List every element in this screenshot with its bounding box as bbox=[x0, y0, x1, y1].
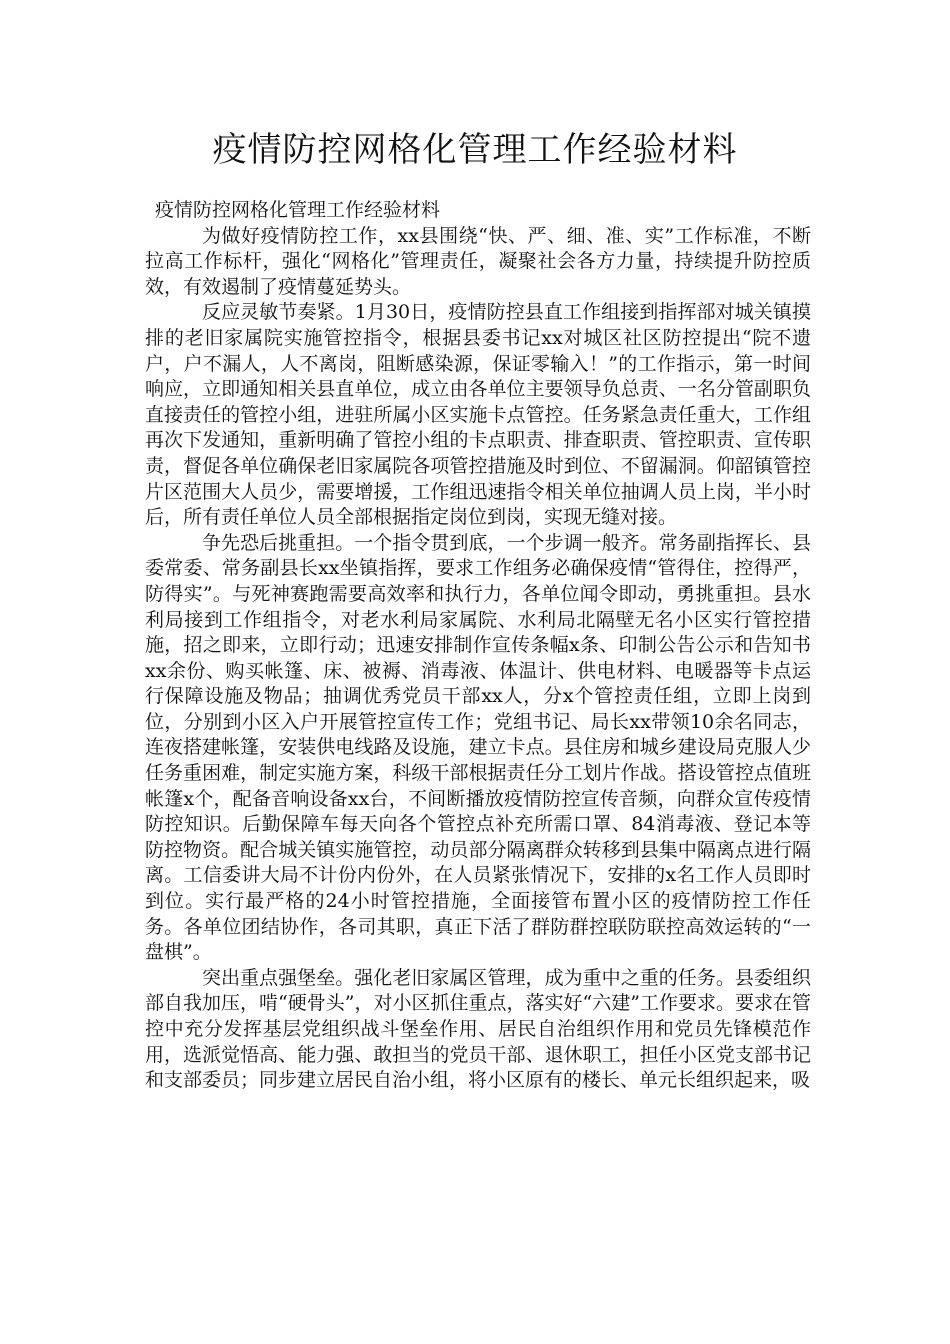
paragraph-intro: 为做好疫情防控工作，xx县围绕“快、严、细、准、实”工作标准，不断拉高工作标杆，强化“网格化”管理责任，凝聚社会各方力量，持续提升防控质效，有效遏制了疫情蔓延势头。 bbox=[145, 224, 811, 298]
document-subtitle: 疫情防控网格化管理工作经验材料 bbox=[155, 199, 441, 221]
paragraph-responsibility: 争先恐后挑重担。一个指令贯到底，一个步调一般齐。常务副指挥长、县委常委、常务副县长xx坐镇指挥，要求工作组务必确保疫情“管得住，控得严，防得实”。与死神赛跑需要高效率和执行力，各单位闻令即动，勇挑重担。县水利局接到工作组指令，对老水利局家属院、水利局北隔壁无名小区实行管控措施，招之即来，立即行动；迅速安排制作宣传条幅x条、印制公告公示和告知书xx余份、购买帐篷、床、被褥、消毒液、体温计、供电材料、电暖器等卡点运行保障设施及物品；抽调优秀党员干部xx人，分x个管控责任组，立即上岗到位，分别到小区入户开展管控宣传工作；党组书记、局长xx带领10余名同志，连夜搭建帐篷，安装供电线路及设施，建立卡点。县住房和城乡建设局克服人少任务重困难，制定实施方案，科级干部根据责任分工划片作战。搭设管控点值班帐篷x个，配备音响设备xx台，不间断播放疫情防控宣传音频，向群众宣传疫情防控知识。后勤保障车每天向各个管控点补充所需口罩、84消毒液、登记本等防控物资。配合城关镇实施管控，动员部分隔离群众转移到县集中隔离点进行隔离。工信委讲大局不计份内份外，在人员紧张情况下，安排的x名工作人员即时到位。实行最严格的24小时管控措施，全面接管布置小区的疫情防控工作任务。各单位团结协作，各司其职，真正下活了群防群控联防联控高效运转的“一盘棋”。 bbox=[145, 531, 811, 964]
document-body bbox=[145, 198, 811, 1094]
document-title: 疫情防控网格化管理工作经验材料 bbox=[212, 130, 738, 170]
paragraph-response: 反应灵敏节奏紧。1月30日，疫情防控县直工作组接到指挥部对城关镇摸排的老旧家属院实施管控指令，根据县委书记xx对城区社区防控提出“院不遗户，户不漏人，人不离岗，阻断感染源，保证零输入！”的工作指示，第一时间响应，立即通知相关县直单位，成立由各单位主要领导负总责、一名分管副职负直接责任的管控小组，进驻所属小区实施卡点管控。任务紧急责任重大，工作组再次下发通知，重新明确了管控小组的卡点职责、排查职责、管控职责、宣传职责，督促各单位确保老旧家属院各项管控措施及时到位、不留漏洞。仰韶镇管控片区范围大人员少，需要增援，工作组迅速指令相关单位抽调人员上岗，半小时后，所有责任单位人员全部根据指定岗位到岗，实现无缝对接。 bbox=[145, 301, 811, 529]
paragraph-stronghold: 突出重点强堡垒。强化老旧家属区管理，成为重中之重的任务。县委组织部自我加压，啃“硬骨头”，对小区抓住重点，落实好“六建”工作要求。要求在管控中充分发挥基层党组织战斗堡垒作用、居民自治组织作用和党员先锋模范作用，选派觉悟高、能力强、敢担当的党员干部、退休职工，担任小区党支部书记和支部委员；同步建立居民自治小组，将小区原有的楼长、单元长组织起来，吸 bbox=[145, 966, 811, 1092]
